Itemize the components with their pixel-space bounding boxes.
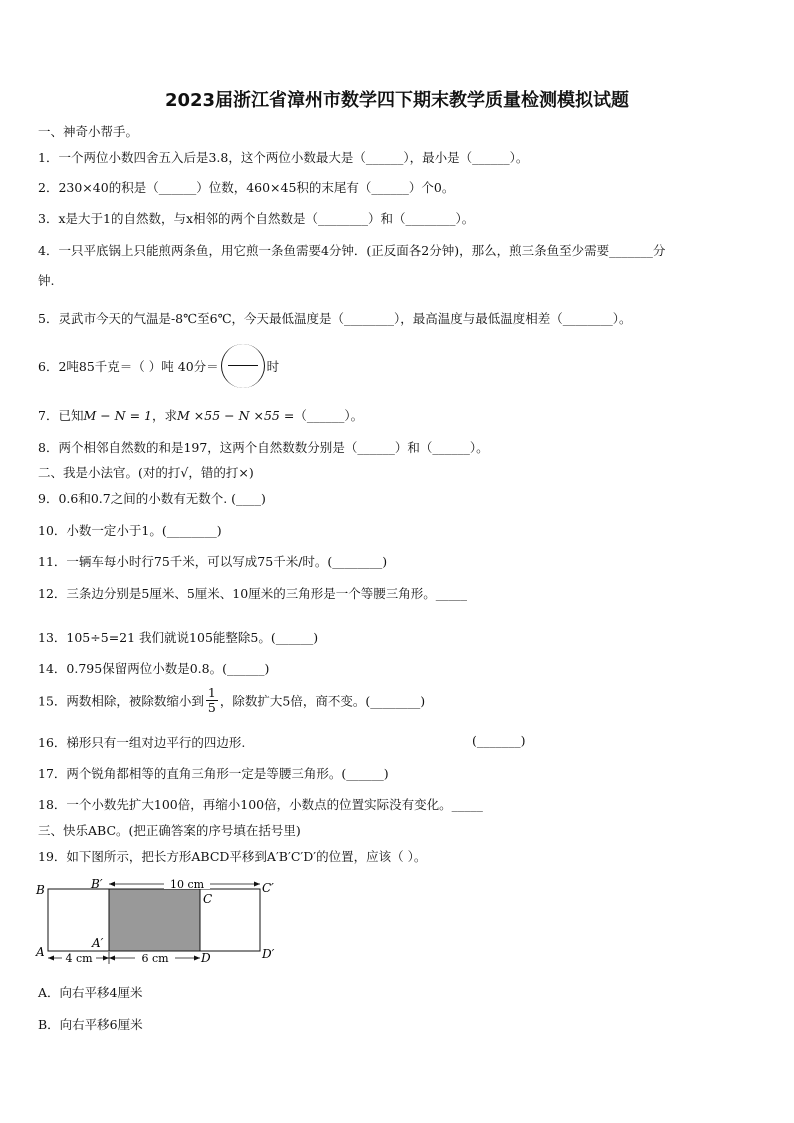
shaded-rectangle [109, 889, 200, 951]
section-heading-3: 三、快乐ABC。(把正确答案的序号填在括号里) [38, 823, 301, 838]
label-D: D [201, 951, 211, 965]
translation-figure [34, 872, 294, 968]
question-6-unit: 时 [266, 359, 280, 374]
mid-dimension-label: 6 cm [141, 952, 169, 965]
question-7-blank: （______）。 [294, 408, 364, 423]
question-1: 1．一个两位小数四舍五入后是3.8，这个两位小数最大是（______），最小是（______）。 [38, 150, 529, 165]
option-a[interactable]: A．向右平移4厘米 [38, 985, 143, 1000]
equation-given: M − N = 1 [83, 408, 152, 423]
question-16: 16．梯形只有一组对边平行的四边形. [38, 735, 246, 750]
question-12: 12．三条边分别是5厘米、5厘米、10厘米的三角形是一个等腰三角形。_____ [38, 586, 467, 601]
fraction-numerator: 1 [207, 685, 216, 700]
option-b[interactable]: B．向右平移6厘米 [38, 1017, 143, 1032]
section-heading-1: 一、神奇小帮手。 [38, 124, 139, 139]
label-A-prime: A′ [92, 936, 104, 950]
label-C: C [203, 892, 213, 906]
question-14: 14．0.795保留两位小数是0.8。(______) [38, 661, 270, 676]
question-6-text: 6．2吨85千克＝（ ）吨 40分＝ [38, 359, 219, 374]
top-arrow-left [109, 882, 115, 887]
fraction-blank [221, 344, 265, 388]
question-7 [38, 406, 363, 424]
section-heading-2: 二、我是小法官。(对的打√，错的打×) [38, 465, 254, 480]
top-arrow-right [254, 882, 260, 887]
label-B-prime: B′ [91, 877, 103, 891]
question-13: 13．105÷5=21 我们就说105能整除5。(______) [38, 630, 319, 645]
question-18: 18．一个小数先扩大100倍，再缩小100倍，小数点的位置实际没有变化。_____ [38, 797, 483, 812]
question-15-text: 15．两数相除，被除数缩小到 [38, 693, 204, 709]
question-7-text-2: ，求 [151, 408, 177, 423]
question-2: 2．230×40的积是（______）位数，460×45积的末尾有（______）个0。 [38, 180, 455, 195]
question-10: 10．小数一定小于1。(________) [38, 523, 222, 538]
label-C-prime: C′ [262, 881, 274, 895]
question-11: 11．一辆车每小时行75千米，可以写成75千米/时。(________) [38, 554, 388, 569]
left-dimension-label: 4 cm [65, 952, 93, 965]
question-19: 19．如下图所示，把长方形ABCD平移到A′B′C′D′的位置，应该（ ）。 [38, 849, 427, 864]
question-7-text: 7．已知 [38, 408, 84, 423]
question-4-cont: 钟. [38, 273, 55, 288]
equation-ask: M ×55 − N ×55 = [177, 408, 295, 423]
question-4: 4．一只平底锅上只能煎两条鱼，用它煎一条鱼需要4分钟．(正反面各2分钟)，那么，煎三条鱼至少需要_______分 [38, 243, 666, 258]
question-15 [38, 686, 425, 715]
question-15-text-2: ，除数扩大5倍，商不变。(________) [219, 693, 426, 709]
question-6 [38, 344, 279, 388]
top-dimension-label: 10 cm [169, 878, 205, 891]
question-9: 9．0.6和0.7之间的小数有无数个. (____) [38, 491, 266, 506]
question-17: 17．两个锐角都相等的直角三角形一定是等腰三角形。(______) [38, 766, 389, 781]
question-3: 3．x是大于1的自然数，与x相邻的两个自然数是（________）和（________）。 [38, 211, 475, 226]
label-B: B [36, 883, 45, 897]
question-5: 5．灵武市今天的气温是-8℃至6℃，今天最低温度是（________），最高温度与最低温度相差（________）。 [38, 311, 632, 326]
label-D-prime: D′ [262, 947, 275, 961]
question-16-blank: (_______) [472, 733, 526, 748]
page-title: 2023届浙江省漳州市数学四下期末教学质量检测模拟试题 [164, 90, 630, 111]
question-8: 8．两个相邻自然数的和是197，这两个自然数数分别是（______）和（______）。 [38, 440, 489, 455]
label-A: A [36, 945, 45, 959]
fraction-denominator: 5 [207, 700, 216, 715]
fraction-one-fifth [206, 686, 218, 715]
